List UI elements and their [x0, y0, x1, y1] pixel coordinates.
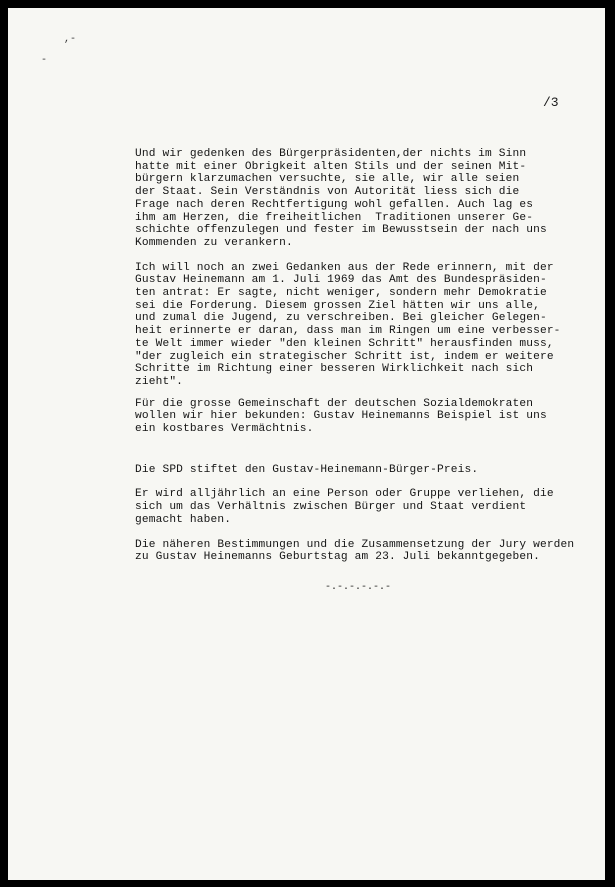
text-line: der Staat. Sein Verständnis von Autorität liess sich die	[135, 186, 520, 199]
text-line: Ich will noch an zwei Gedanken aus der Rede erinnern, mit der	[135, 261, 554, 274]
text-line: Die SPD stiftet den Gustav-Heinemann-Bürger-Preis.	[135, 463, 479, 476]
text-line: ten antrat: Er sagte, nicht weniger, sondern mehr Demokratie	[135, 287, 547, 300]
closing-mark: -.-.-.-.-.-	[325, 582, 392, 593]
text-line: schichte offenzulegen und fester im Bewusstsein der nach uns	[135, 224, 547, 237]
paragraph-4	[135, 464, 595, 477]
text-line: und zumal die Jugend, zu verschreiben. Bei gleicher Gelegen-	[135, 312, 547, 325]
text-line: zu Gustav Heinemanns Geburtstag am 23. Juli bekanntgegeben.	[135, 551, 540, 564]
text-line: bürgern klarzumachen versuchte, sie alle, wir alle seien	[135, 173, 520, 186]
paragraph-6	[135, 539, 595, 564]
paragraph-5	[135, 488, 595, 526]
letter-body	[135, 148, 595, 564]
scan-speck: ,-	[64, 34, 77, 45]
text-line: sich um das Verhältnis zwischen Bürger und Staat verdient	[135, 501, 527, 514]
scan-speck: -	[41, 55, 48, 66]
text-line: Und wir gedenken des Bürgerpräsidenten,der nichts im Sinn	[135, 148, 527, 160]
text-line: Für die grosse Gemeinschaft der deutschen Sozialdemokraten	[135, 397, 534, 410]
text-line: zieht".	[135, 375, 184, 388]
text-line: hatte mit einer Obrigkeit alten Stils und der seinen Mit-	[135, 160, 527, 173]
text-line: Schritte im Richtung einer besseren Wirklichkeit nach sich	[135, 363, 534, 376]
text-line: Er wird alljährlich an eine Person oder Gruppe verliehen, die	[135, 488, 554, 501]
text-line: te Welt immer wieder "den kleinen Schritt" herausfinden muss,	[135, 337, 554, 350]
page-number: /3	[543, 95, 559, 110]
text-line: wollen wir hier bekunden: Gustav Heinemanns Beispiel ist uns	[135, 410, 547, 423]
text-line: "der zugleich ein strategischer Schritt ist, indem er weitere	[135, 350, 554, 363]
text-line: gemacht haben.	[135, 513, 232, 526]
text-line: ihm am Herzen, die freiheitlichen Traditionen unserer Ge-	[135, 211, 534, 224]
paragraph-1	[135, 148, 595, 250]
text-line: ein kostbares Vermächtnis.	[135, 423, 314, 436]
text-line: heit erinnerte er daran, dass man im Ringen um eine verbesser-	[135, 325, 561, 338]
text-line: Frage nach deren Rechtfertigung wohl gefallen. Auch lag es	[135, 198, 534, 211]
text-line: Kommenden zu verankern.	[135, 236, 293, 249]
text-line: Die näheren Bestimmungen und die Zusammensetzung der Jury werden	[135, 538, 575, 551]
paragraph-3	[135, 398, 595, 436]
text-line: Gustav Heinemann am 1. Juli 1969 das Amt des Bundespräsiden-	[135, 274, 547, 287]
paragraph-2	[135, 262, 595, 389]
text-line: sei die Forderung. Diesem grossen Ziel hätten wir uns alle,	[135, 299, 540, 312]
